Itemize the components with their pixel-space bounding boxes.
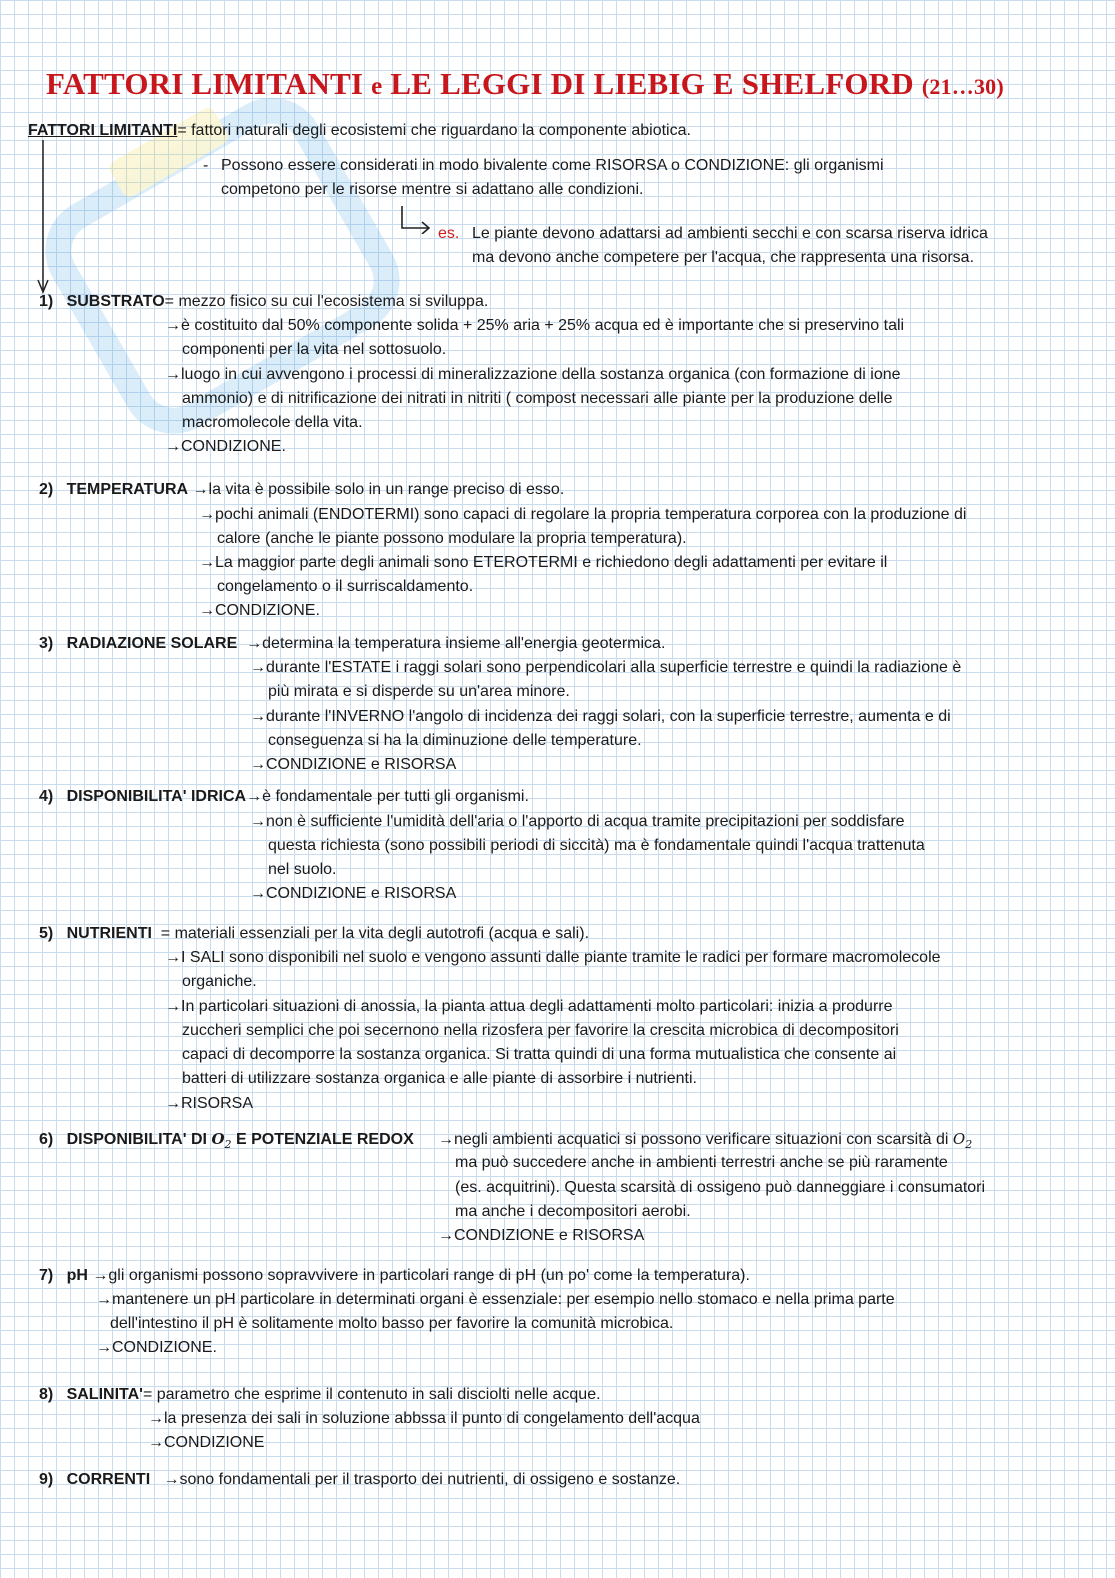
section-5-line: zuccheri semplici che poi secernono nella rizosfera per favorire la crescita microbica di decompositori xyxy=(182,1022,899,1039)
example-line-2: ma devono anche competere per l'acqua, che rappresenta una risorsa. xyxy=(472,249,975,266)
section-1-line: →luogo in cui avvengono i processi di mineralizzazione della sostanza organica (con formazione di ione xyxy=(165,366,901,383)
section-1-line: macromolecole della vita. xyxy=(182,414,363,431)
section-2-line: →pochi animali (ENDOTERMI) sono capaci di regolare la propria temperatura corporea con la produzione di xyxy=(199,506,967,523)
section-3-line: →durante l'INVERNO l'angolo di incidenza dei raggi solari, con la superficie terrestre, aumenta e di xyxy=(250,708,951,725)
section-3-line: conseguenza si ha la diminuzione delle temperature. xyxy=(268,732,642,749)
section-2-line: calore (anche le piante possono modulare la propria temperatura). xyxy=(217,530,687,547)
page-title: FATTORI LIMITANTI e LE LEGGI DI LIEBIG E SHELFORD (21…30) xyxy=(46,66,1004,101)
section-3-line: →durante l'ESTATE i raggi solari sono perpendicolari alla superficie terrestre e quindi la radiazione è xyxy=(250,659,962,676)
section-6-line: ma anche i decompositori aerobi. xyxy=(455,1203,691,1220)
section-5-line: organiche. xyxy=(182,973,257,990)
section-4-line: →CONDIZIONE e RISORSA xyxy=(250,885,457,902)
section-4-line: nel suolo. xyxy=(268,861,337,878)
section-6-heading: 6) DISPONIBILITA' DI $O_2$ E POTENZIALE REDOX xyxy=(39,1130,414,1151)
section-7-line: →mantenere un pH particolare in determinati organi è essenziale: per esempio nello stomaco e nella prima parte xyxy=(96,1291,895,1308)
section-1-line: →è costituito dal 50% componente solida + 25% aria + 25% acqua ed è importante che si preservino tali xyxy=(165,317,905,334)
section-5-line: →RISORSA xyxy=(165,1095,254,1112)
section-5-heading: 5) NUTRIENTI = materiali essenziali per la vita degli autotrofi (acqua e sali). xyxy=(39,925,590,942)
section-6-line: (es. acquitrini). Questa scarsità di ossigeno può danneggiare i consumatori xyxy=(455,1179,986,1196)
section-2-line: →La maggior parte degli animali sono ETEROTERMI e richiedono degli adattamenti per evitare il xyxy=(199,554,888,571)
section-4-line: questa richiesta (sono possibili periodi di siccità) ma è fondamentale quindi l'acqua trattenuta xyxy=(268,837,925,854)
bent-arrow-icon xyxy=(398,204,434,234)
intro-bullet-line-2: competono per le risorse mentre si adattano alle condizioni. xyxy=(221,181,644,198)
section-1-line: componenti per la vita nel sottosuolo. xyxy=(182,341,447,358)
intro-definition: FATTORI LIMITANTI= fattori naturali degli ecosistemi che riguardano la componente abiotica. xyxy=(28,122,691,139)
section-2-line: →CONDIZIONE. xyxy=(199,602,320,619)
section-2-line: congelamento o il surriscaldamento. xyxy=(217,578,474,595)
section-8-heading: 8) SALINITA'= parametro che esprime il contenuto in sali disciolti nelle acque. xyxy=(39,1386,601,1403)
section-3-heading: 3) RADIAZIONE SOLARE →determina la temperatura insieme all'energia geotermica. xyxy=(39,635,666,652)
section-7-heading: 7) pH →gli organismi possono sopravvivere in particolari range di pH (un po' come la temperatura). xyxy=(39,1267,750,1284)
section-3-line: più mirata e si disperde su un'area minore. xyxy=(268,683,570,700)
section-8-line: →CONDIZIONE xyxy=(148,1434,265,1451)
section-4-line: →non è sufficiente l'umidità dell'aria o l'apporto di acqua tramite precipitazioni per soddisfare xyxy=(250,813,905,830)
section-9-heading: 9) CORRENTI →sono fondamentali per il trasporto dei nutrienti, di ossigeno e sostanze. xyxy=(39,1471,681,1488)
section-5-line: →In particolari situazioni di anossia, la pianta attua degli adattamenti molto particolari: inizia a produrre xyxy=(165,998,893,1015)
section-5-line: batteri di utilizzare sostanza organica e alle piante di assorbire i nutrienti. xyxy=(182,1070,697,1087)
section-7-line: →CONDIZIONE. xyxy=(96,1339,217,1356)
section-2-heading: 2) TEMPERATURA →la vita è possibile solo in un range preciso di esso. xyxy=(39,481,565,498)
section-6-line: →CONDIZIONE e RISORSA xyxy=(438,1227,645,1244)
section-5-line: →I SALI sono disponibili nel suolo e vengono assunti dalle piante tramite le radici per formare macromolecole xyxy=(165,949,941,966)
example-label: es. xyxy=(438,225,460,242)
intro-dash: - xyxy=(203,157,209,174)
intro-bullet-line-1: Possono essere considerati in modo bivalente come RISORSA o CONDIZIONE: gli organismi xyxy=(221,157,884,174)
section-1-heading: 1) SUBSTRATO= mezzo fisico su cui l'ecosistema si sviluppa. xyxy=(39,293,489,310)
example-line-1: Le piante devono adattarsi ad ambienti secchi e con scarsa riserva idrica xyxy=(472,225,988,242)
section-1-line: →CONDIZIONE. xyxy=(165,438,286,455)
section-1-line: ammonio) e di nitrificazione dei nitrati in nitriti ( compost necessari alle piante per la produzione delle xyxy=(182,390,893,407)
section-6-line: ma può succedere anche in ambienti terrestri anche se più raramente xyxy=(455,1154,948,1171)
down-arrow-icon xyxy=(36,140,52,296)
section-7-line: dell'intestino il pH è solitamente molto basso per favorire la comunità microbica. xyxy=(110,1315,674,1332)
section-4-heading: 4) DISPONIBILITA' IDRICA→è fondamentale per tutti gli organismi. xyxy=(39,788,529,805)
section-5-line: capaci di decomporre la sostanza organica. Si tratta quindi di una forma mutualistica che consente ai xyxy=(182,1046,897,1063)
oxygen-formula: $O_2$ xyxy=(211,1130,232,1151)
section-3-line: →CONDIZIONE e RISORSA xyxy=(250,756,457,773)
section-8-line: →la presenza dei sali in soluzione abbssa il punto di congelamento dell'acqua xyxy=(148,1410,700,1427)
section-6-definition: →negli ambienti acquatici si possono verificare situazioni con scarsità di $O_2$ xyxy=(438,1130,973,1151)
